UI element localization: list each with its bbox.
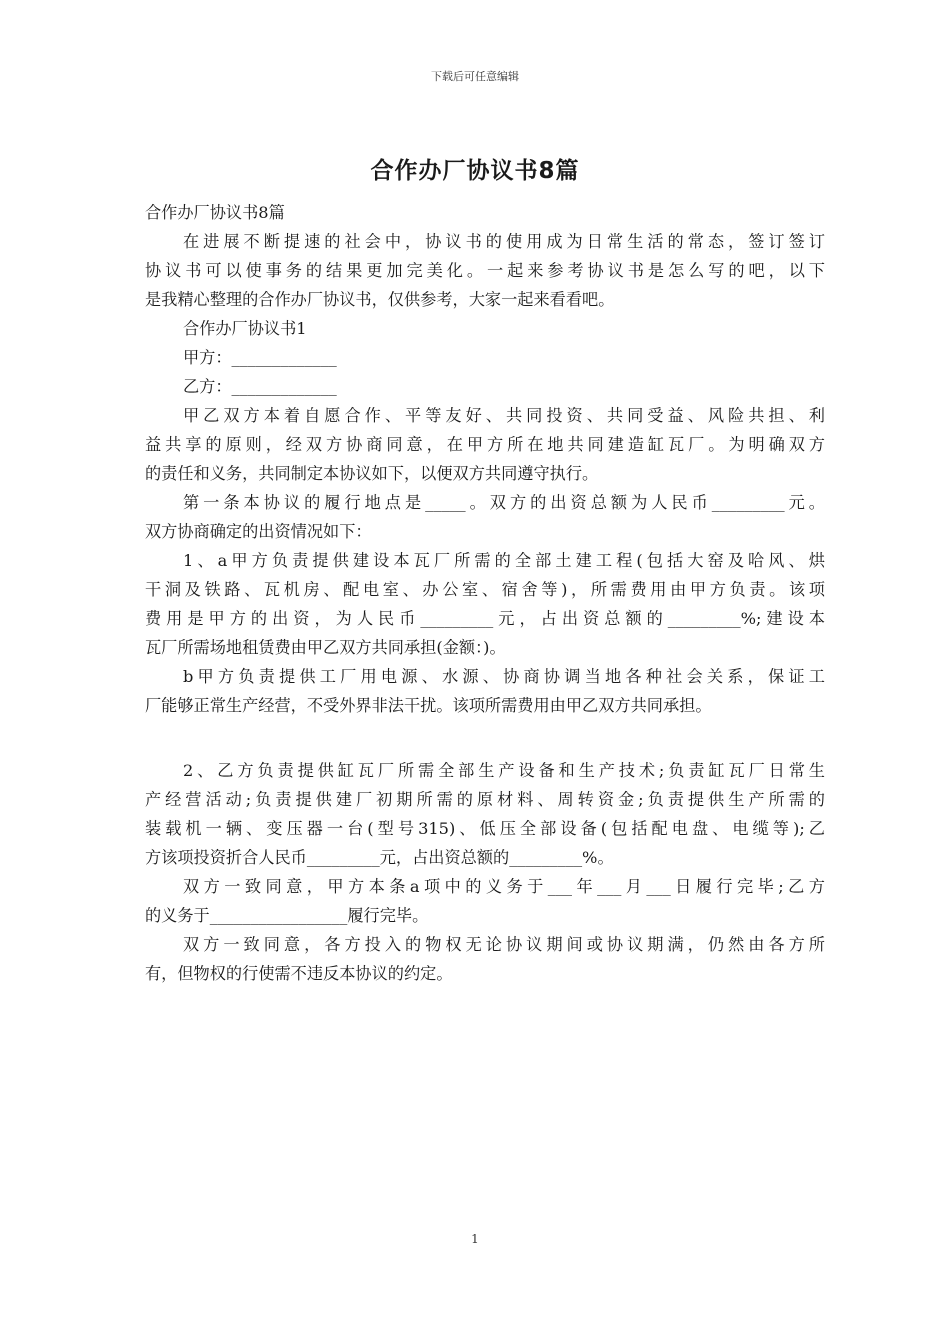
party-a-field: 甲方：_____________ (183, 348, 337, 367)
paragraph-line: 第一条本协议的履行地点是_____。双方的出资总额为人民币_________元。 (183, 493, 825, 512)
header-note: 下载后可任意编辑 (431, 70, 519, 83)
document-subtitle: 合作办厂协议书8篇 (145, 203, 285, 222)
paragraph-line: b甲方负责提供工厂用电源、水源、协商协调当地各种社会关系，保证工 (183, 667, 825, 686)
paragraph-line: 益共享的原则，经双方协商同意，在甲方所在地共同建造缸瓦厂。为明确双方 (145, 435, 825, 454)
paragraph-line: 瓦厂所需场地租赁费由甲乙双方共同承担(金额：)。 (145, 638, 506, 657)
paragraph-line: 甲乙双方本着自愿合作、平等友好、共同投资、共同受益、风险共担、利 (183, 406, 825, 425)
paragraph-line: 费用是甲方的出资，为人民币_________元，占出资总额的_________%;建设本 (145, 609, 825, 628)
page-number: 1 (471, 1232, 479, 1246)
paragraph-line: 在进展不断提速的社会中，协议书的使用成为日常生活的常态，签订签订 (183, 232, 825, 251)
paragraph-line: 的义务于_________________履行完毕。 (145, 906, 429, 925)
paragraph-line: 双方协商确定的出资情况如下： (145, 522, 372, 541)
paragraph-gap (145, 720, 825, 756)
paragraph-line: 产经营活动;负责提供建厂初期所需的原材料、周转资金;负责提供生产所需的 (145, 790, 825, 809)
paragraph-line: 双方一致同意，甲方本条a项中的义务于___年___月___日履行完毕;乙方 (183, 877, 825, 896)
party-b-field: 乙方：_____________ (183, 377, 337, 396)
paragraph-line: 装载机一辆、变压器一台(型号315)、低压全部设备(包括配电盘、电缆等);乙 (145, 819, 825, 838)
paragraph-line: 1、a甲方负责提供建设本瓦厂所需的全部土建工程(包括大窑及哈风、烘 (183, 551, 825, 570)
paragraph-line: 2、乙方负责提供缸瓦厂所需全部生产设备和生产技术;负责缸瓦厂日常生 (183, 761, 825, 780)
paragraph-line: 干洞及铁路、瓦机房、配电室、办公室、宿舍等)，所需费用由甲方负责。该项 (145, 580, 825, 599)
paragraph-line: 有，但物权的行使需不违反本协议的约定。 (145, 964, 453, 983)
paragraph-line: 协议书可以使事务的结果更加完美化。一起来参考协议书是怎么写的吧，以下 (145, 261, 825, 280)
paragraph-line: 厂能够正常生产经营，不受外界非法干扰。该项所需费用由甲乙双方共同承担。 (145, 696, 712, 715)
paragraph-line: 双方一致同意，各方投入的物权无论协议期间或协议期满，仍然由各方所 (183, 935, 825, 954)
document-title: 合作办厂协议书8篇 (370, 158, 580, 184)
paragraph-line: 的责任和义务，共同制定本协议如下，以便双方共同遵守执行。 (145, 464, 599, 483)
paragraph-line: 是我精心整理的合作办厂协议书，仅供参考，大家一起来看看吧。 (145, 290, 615, 309)
document-body (145, 198, 825, 988)
paragraph-line: 方该项投资折合人民币_________元，占出资总额的_________%。 (145, 848, 614, 867)
section-heading: 合作办厂协议书1 (183, 319, 307, 338)
